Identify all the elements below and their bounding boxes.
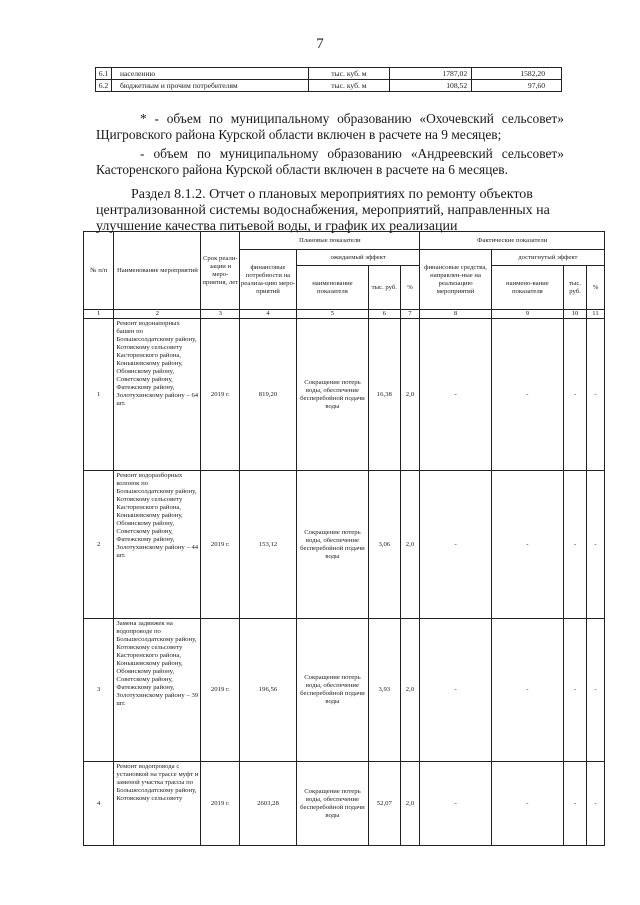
fact-value: - [564,762,587,846]
unit: тыс. куб. м [308,80,390,92]
table-row [84,619,605,762]
col-number: 1 [84,310,114,319]
plan-effect: Сокращение потерь воды, обеспечение бесперебойной подачи воды [296,619,368,762]
table-row [84,471,605,619]
measure-name: Замена задвижек на водопроводе по Большесолдатскому району, Котовскому сельсовету Касторенского района, Конышевскому району, Обоянскому району, Советскому району, Фатежскому району, Золотухинскому району – 39 шт. [114,619,201,762]
fact-pct: - [587,619,605,762]
page-number: 7 [316,36,324,52]
fact-value: 1582,20 [472,68,562,80]
fact-value: - [564,471,587,619]
plan-value: 52,07 [369,762,400,846]
col-number: 7 [400,310,420,319]
plan-value: 1787,02 [390,68,472,80]
note-2-line-2: Касторенского района Курской области включен в расчете на 6 месяцев. [96,162,508,177]
plan-fin: 153,12 [240,471,297,619]
col-number: 11 [587,310,605,319]
measure-name: Ремонт водонапорных башен по Большесолдатскому району, Котовскому сельсовету Касторенского района, Конышевскому району, Обоянскому району, Советскому району, Фатежскому району, Золотухинскому району – 64 шт. [114,319,201,471]
header-fact-effect: достигнутый эффект [491,250,604,266]
fact-pct: - [587,319,605,471]
row-num: 4 [84,762,114,846]
header-plan-indicator: наименование показателя [296,266,368,310]
col-number: 9 [491,310,563,319]
plan-fin: 819,20 [240,319,297,471]
fact-fin: - [420,619,491,762]
col-number: 2 [114,310,201,319]
header-num: № п/п [84,232,114,310]
plan-effect: Сокращение потерь воды, обеспечение бесперебойной подачи воды [296,471,368,619]
row-number: 6.1 [96,68,112,80]
header-plan-pct: % [400,266,420,310]
col-number: 3 [201,310,240,319]
section-title-line-1: Раздел 8.1.2. Отчет о плановых мероприятиях по ремонту объектов [131,187,533,202]
plan-value: 16,38 [369,319,400,471]
header-fact-group: Фактические показатели [420,232,605,250]
table-row [84,762,605,846]
section-title-line-3: улучшение качества питьевой воды, и график их реализации [96,219,458,234]
fact-indicator: - [491,619,563,762]
plan-pct: 2,0 [400,471,420,619]
measure-year: 2019 г. [201,471,240,619]
col-number: 10 [564,310,587,319]
fact-fin: - [420,319,491,471]
row-num: 2 [84,471,114,619]
plan-value: 108,52 [390,80,472,92]
row-num: 1 [84,319,114,471]
fact-indicator: - [491,319,563,471]
measure-year: 2019 г. [201,762,240,846]
plan-pct: 2,0 [400,319,420,471]
consumer-name: населению [111,68,308,80]
section-title-line-2: централизованной системы водоснабжения, мероприятий, направленных на [96,203,550,218]
fact-fin: - [420,762,491,846]
fact-fin: - [420,471,491,619]
col-number: 5 [296,310,368,319]
fact-value: - [564,319,587,471]
plan-pct: 2,0 [400,762,420,846]
table-row [84,319,605,471]
header-row-1 [84,232,605,250]
plan-value: 3,93 [369,619,400,762]
measure-name: Ремонт водоразборных колонок по Большесолдатскому району, Котовскому сельсовету Касторенского района, Конышевскому району, Обоянскому району, Советскому району, Фатежскому району, Золотухинскому району – 44 шт. [114,471,201,619]
fact-indicator: - [491,471,563,619]
column-numbers-row [84,310,605,319]
fact-pct: - [587,762,605,846]
fact-pct: - [587,471,605,619]
table-row [96,68,562,80]
header-name: Наименование мероприятий [114,232,201,310]
header-fact-fin: финансовые средства, направлен-ные на реализацию мероприятий [420,250,491,310]
measure-year: 2019 г. [201,319,240,471]
col-number: 6 [369,310,400,319]
table-row [96,80,562,92]
justified-line: * - объем по муниципальному образованию «Охочевский сельсовет» [140,111,564,126]
row-number: 6.2 [96,80,112,92]
note-2-line-1: - объем по муниципальному образованию «Андреевский сельсовет» [140,146,564,161]
header-plan-value: тыс. руб. [369,266,400,310]
header-fact-value: тыс. руб. [564,266,587,310]
measure-year: 2019 г. [201,619,240,762]
header-plan-fin: финансовые потребности на реализа-цию меро-приятий [240,250,297,310]
header-fact-pct: % [587,266,605,310]
plan-effect: Сокращение потерь воды, обеспечение бесперебойной подачи воды [296,762,368,846]
col-number: 4 [240,310,297,319]
row-num: 3 [84,619,114,762]
fact-indicator: - [491,762,563,846]
consumption-table [95,67,562,92]
header-plan-effect: ожидаемый эффект [296,250,420,266]
header-plan-group: Плановые показатели [240,232,420,250]
fact-value: 97,60 [472,80,562,92]
plan-fin: 2603,28 [240,762,297,846]
unit: тыс. куб. м [308,68,390,80]
measure-name: Ремонт водопровода с установкой на трассе муфт и заменой участка трассы по Большесолдатскому району, Котовскому сельсовету [114,762,201,846]
fact-value: - [564,619,587,762]
plan-value: 3,06 [369,471,400,619]
plan-fin: 196,56 [240,619,297,762]
consumer-name: бюджетным и прочим потребителям [111,80,308,92]
plan-effect: Сокращение потерь воды, обеспечение бесперебойной подачи воды [296,319,368,471]
note-1-line-2: Щигровского района Курской области включен в расчете на 9 месяцев; [96,127,502,142]
header-term: Срок реали-зации и меро-приятия, лет [201,232,240,310]
col-number: 8 [420,310,491,319]
plan-pct: 2,0 [400,619,420,762]
measures-table [83,231,605,846]
header-fact-indicator: наимено-вание показателя [491,266,563,310]
